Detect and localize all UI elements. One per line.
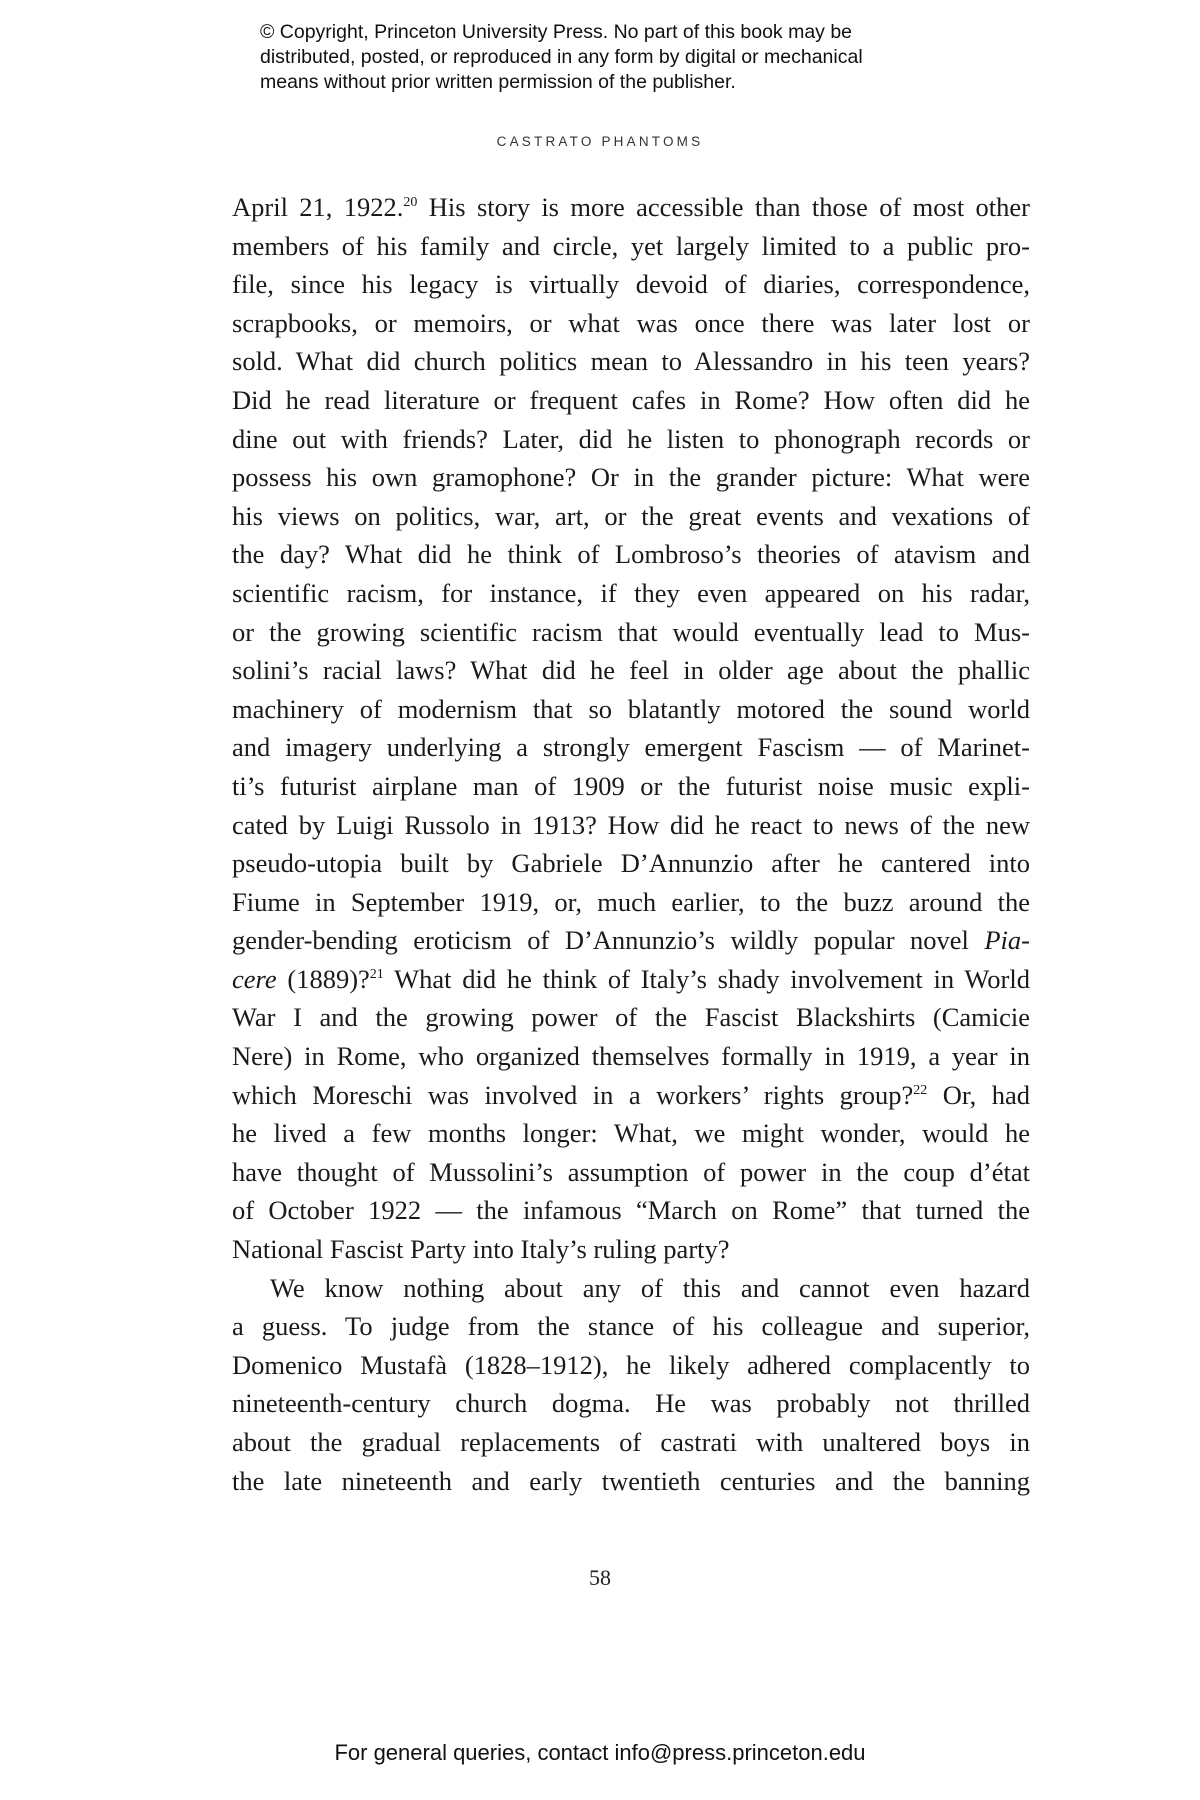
text-run: dine out with friends? Later, did he listen to phonograph records or [232, 423, 1030, 454]
text-run: members of his family and circle, yet largely limited to a public pro- [232, 230, 1030, 261]
text-line [232, 960, 1030, 999]
copyright-line: © Copyright, Princeton University Press. No part of this book may be [260, 21, 853, 43]
text-line [232, 381, 1030, 420]
text-line [232, 304, 1030, 343]
text-run: the late nineteenth and early twentieth centuries and the banning [232, 1465, 1030, 1496]
text-run: about the gradual replacements of castrati with unaltered boys in [232, 1427, 1030, 1457]
text-line [232, 767, 1030, 806]
text-run: his views on politics, war, art, or the great events and vexations of [232, 500, 1030, 531]
footnote-marker: 22 [913, 1082, 928, 1098]
footer-contact: For general queries, contact info@press.princeton.edu [334, 1740, 866, 1765]
text-line [232, 1307, 1030, 1346]
text-run: cated by Luigi Russolo in 1913? How did he react to news of the new [232, 809, 1030, 840]
text-run: possess his own gramophone? Or in the grander picture: What were [232, 462, 1030, 493]
text-line [232, 497, 1030, 536]
text-line [232, 651, 1030, 690]
text-run: file, since his legacy is virtually devoid of diaries, correspondence, [232, 269, 1030, 300]
text-run: War I and the growing power of the Fascist Blackshirts (Camicie [232, 1002, 1030, 1033]
text-run: of October 1922 — the infamous “March on Rome” that turned the [232, 1195, 1030, 1226]
text-run: His story is more accessible than those of most other [417, 192, 1030, 222]
text-line [232, 883, 1030, 922]
text-run: scientific racism, for instance, if they even appeared on his radar, [232, 577, 1030, 608]
text-line [232, 921, 1030, 960]
text-run: solini’s racial laws? What did he feel in older age about the phallic [232, 655, 1030, 686]
text-run: Fiume in September 1919, or, much earlier, to the buzz around the [232, 886, 1030, 917]
text-line [232, 1423, 1030, 1462]
paragraph-2 [232, 1269, 1030, 1501]
text-run: or the growing scientific racism that would eventually lead to Mus- [232, 616, 1030, 647]
text-run: pseudo-utopia built by Gabriele D’Annunzio after he cantered into [232, 848, 1030, 879]
text-line [232, 1114, 1030, 1153]
text-line [232, 1230, 1030, 1269]
text-run: Domenico Mustafà (1828–1912), he likely adhered complacently to [232, 1349, 1030, 1380]
text-line [232, 1462, 1030, 1501]
text-run: Or, had [927, 1079, 1030, 1110]
text-line [232, 574, 1030, 613]
text-run: he lived a few months longer: What, we might wonder, would he [232, 1118, 1030, 1149]
text-line [232, 1153, 1030, 1192]
text-run: (1889)? [276, 963, 370, 994]
text-line [232, 458, 1030, 497]
footnote-marker: 21 [369, 967, 384, 983]
italic-text: Pia- [984, 925, 1030, 956]
copyright-line: distributed, posted, or reproduced in any form by digital or mechanical [260, 46, 863, 68]
text-line [232, 227, 1030, 266]
text-run: What did he think of Italy’s shady involvement in World [383, 963, 1030, 994]
running-head: CASTRATO PHANTOMS [496, 134, 704, 149]
text-run: have thought of Mussolini’s assumption of power in the coup d’état [232, 1156, 1030, 1187]
text-run: the day? What did he think of Lombroso’s theories of atavism and [232, 539, 1030, 570]
page-number: 58 [589, 1565, 611, 1590]
text-run: a guess. To judge from the stance of his colleague and superior, [232, 1311, 1030, 1342]
text-run: and imagery underlying a strongly emergent Fascism — of Marinet- [232, 732, 1030, 763]
text-run: gender-bending eroticism of D’Annunzio’s wildly popular novel [232, 925, 985, 956]
text-line [232, 806, 1030, 845]
copyright-notice [260, 20, 980, 95]
paragraph-1 [232, 188, 1030, 1269]
text-line [232, 265, 1030, 304]
text-run: sold. What did church politics mean to Alessandro in his teen years? [232, 346, 1030, 377]
text-line [232, 535, 1030, 574]
text-run: National Fascist Party into Italy’s ruling party? [232, 1234, 730, 1265]
text-line [232, 728, 1030, 767]
text-run: which Moreschi was involved in a workers’ rights group? [232, 1079, 914, 1110]
text-run: We know nothing about any of this and cannot even hazard [270, 1272, 1030, 1303]
text-run: Nere) in Rome, who organized themselves formally in 1919, a year in [232, 1041, 1030, 1072]
text-line [232, 613, 1030, 652]
text-run: April 21, 1922. [232, 192, 404, 222]
text-run: ti’s futurist airplane man of 1909 or the futurist noise music expli- [232, 770, 1030, 801]
text-line [232, 844, 1030, 883]
text-line [232, 690, 1030, 729]
text-line [232, 1384, 1030, 1423]
footnote-marker: 20 [403, 195, 418, 211]
text-line [232, 342, 1030, 381]
text-run: scrapbooks, or memoirs, or what was once there was later lost or [232, 307, 1030, 338]
body-text [232, 188, 1030, 1500]
text-line [232, 420, 1030, 459]
text-line [232, 1191, 1030, 1230]
text-run: machinery of modernism that so blatantly motored the sound world [232, 693, 1030, 724]
copyright-line: means without prior written permission of the publisher. [260, 71, 736, 93]
italic-text: cere [232, 963, 277, 994]
text-line [232, 1269, 1030, 1308]
text-line [232, 188, 1030, 227]
text-line [232, 1346, 1030, 1385]
text-run: Did he read literature or frequent cafes in Rome? How often did he [232, 384, 1030, 415]
text-run: nineteenth-century church dogma. He was probably not thrilled [232, 1388, 1030, 1419]
text-line [232, 1037, 1030, 1076]
text-line [232, 1076, 1030, 1115]
text-line [232, 998, 1030, 1037]
